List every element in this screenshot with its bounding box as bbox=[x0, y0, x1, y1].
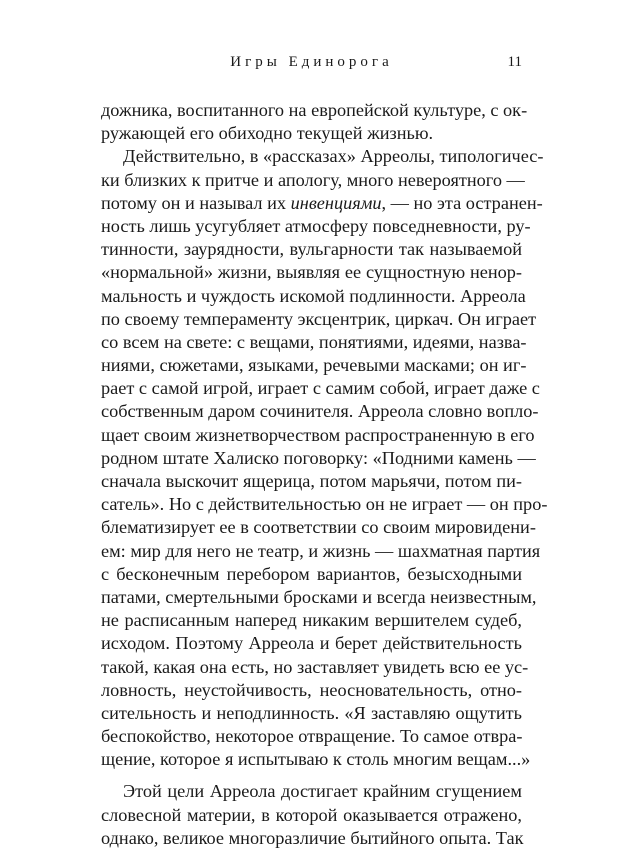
running-header bbox=[101, 50, 522, 74]
text-line: щение, которое я испытываю к столь многим вещам...» bbox=[101, 749, 531, 770]
text-line: ки близких к притче и апологу, много невероятного — bbox=[101, 169, 525, 190]
text-line: щает своим жизнетворчеством распространенную в его bbox=[101, 424, 535, 445]
text-line: собственным даром сочинителя. Арреола словно вопло- bbox=[101, 401, 539, 422]
text-line: Этой цели Арреола достигает крайним сгущением bbox=[123, 781, 522, 802]
text-line: сатель». Но с действительностью он не играет — он про- bbox=[101, 494, 548, 515]
text-line: по своему темпераменту эксцентрик, циркач. Он играет bbox=[101, 308, 537, 329]
text-line: дожника, воспитанного на европейской культуре, с ок- bbox=[101, 100, 528, 120]
running-title: Игры Единорога bbox=[230, 54, 393, 70]
paragraph-gap bbox=[101, 771, 522, 780]
text-line: потому он и называл их инвенциями, — но эта остранен- bbox=[101, 192, 543, 213]
page-number: 11 bbox=[507, 54, 522, 70]
text-line: «нормальной» жизни, выявляя ее сущностную ненор- bbox=[101, 262, 522, 283]
text-line: мальность и чуждость искомой подлинности. Арреола bbox=[101, 285, 526, 306]
text-line: не расписанным наперед никаким вершителем судеб, bbox=[101, 610, 522, 631]
text-line: рает с самой игрой, играет с самим собой, играет даже с bbox=[101, 378, 540, 399]
text-line: беспокойство, некоторое отвращение. То самое отвра- bbox=[101, 726, 523, 747]
text-line: ловность, неустойчивость, неосновательность, отно- bbox=[101, 679, 522, 700]
text-line: Действительно, в «рассказах» Арреолы, типологичес- bbox=[123, 146, 544, 167]
text-line: с бесконечным перебором вариантов, безысходными bbox=[101, 563, 522, 584]
text-line: родном штате Халиско поговорку: «Подними камень — bbox=[101, 447, 536, 468]
text-line: сначала выскочит ящерица, потом марьячи, потом пи- bbox=[101, 471, 522, 491]
text-line: ниями, сюжетами, языками, речевыми масками; он иг- bbox=[101, 355, 527, 376]
text-line: патами, смертельными бросками и всегда неизвестным, bbox=[101, 586, 537, 607]
text-line: ем: мир для него не театр, и жизнь — шахматная партия bbox=[101, 540, 541, 561]
text-line: блематизирует ее в соответствии со своим мировидени- bbox=[101, 517, 536, 538]
text-line: такой, какая она есть, но заставляет увидеть всю ее ус- bbox=[101, 656, 529, 677]
text-line: со всем на свете: с вещами, понятиями, идеями, назва- bbox=[101, 331, 527, 352]
body-text bbox=[101, 99, 548, 850]
text-line: ность лишь усугубляет атмосферу повседневности, ру- bbox=[101, 215, 531, 236]
text-line: исходом. Поэтому Арреола и берет действительность bbox=[101, 633, 522, 654]
text-line: ружающей его обиходно текущей жизнью. bbox=[101, 123, 434, 144]
text-line: однако, великое многоразличие бытийного опыта. Так bbox=[101, 827, 524, 848]
text-line: словесной материи, в которой оказывается отражено, bbox=[101, 804, 522, 825]
emphasis: инвенциями bbox=[290, 192, 382, 213]
text-line: тинности, заурядности, вульгарности так называемой bbox=[101, 239, 522, 260]
text-line: сительность и неподлинность. «Я заставляю ощутить bbox=[101, 702, 522, 723]
